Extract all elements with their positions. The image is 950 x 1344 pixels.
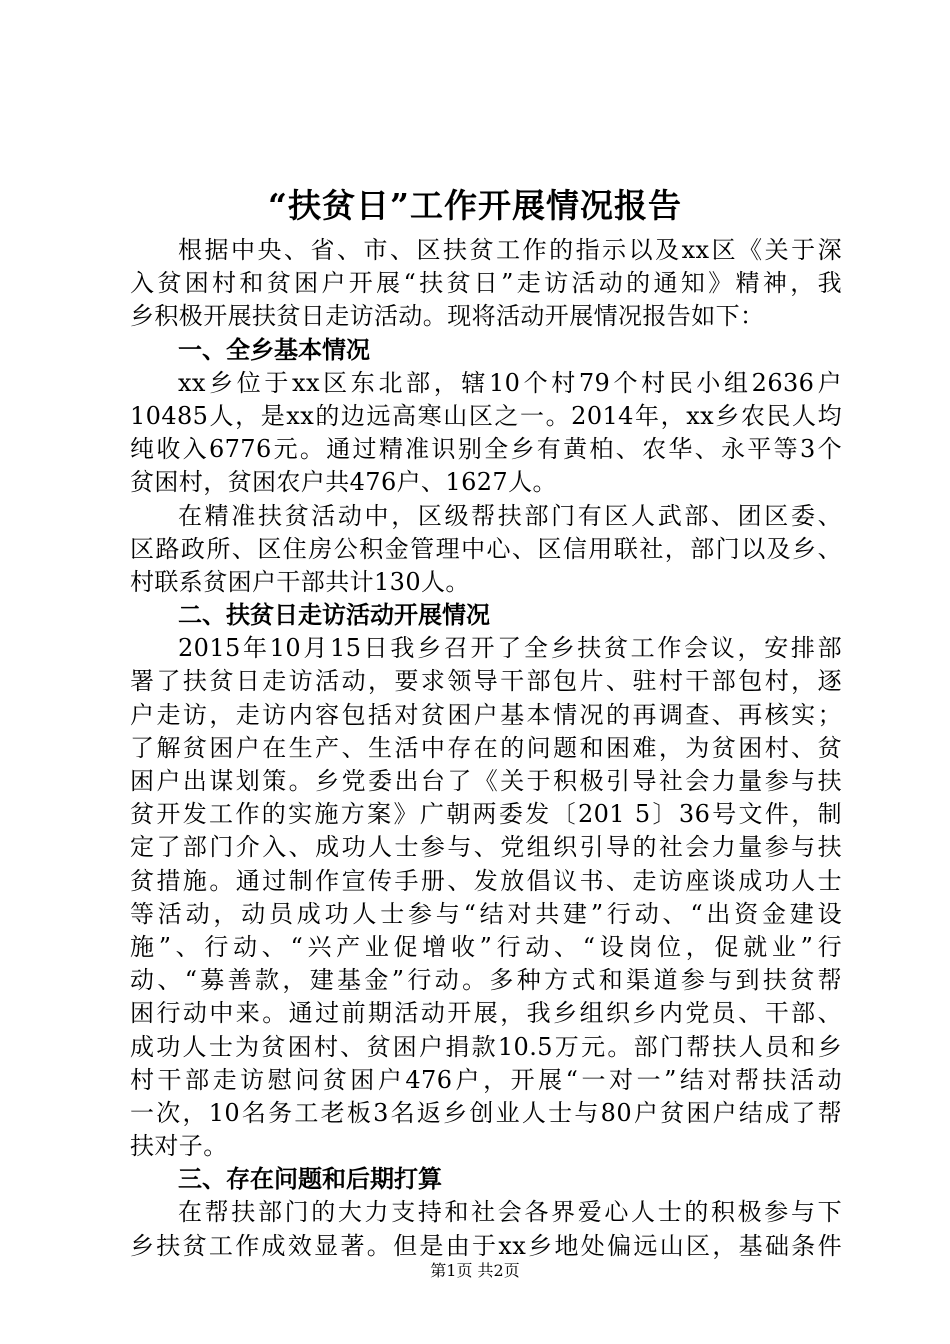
document-title: “扶贫日”工作开展情况报告 [268,186,682,225]
section-heading: 一、全乡基本情况 [178,335,370,364]
paragraph-line: 乡扶贫工作成效显著。但是由于xx乡地处偏远山区，基础条件 [130,1231,842,1260]
paragraph-line: 入贫困村和贫困户开展“扶贫日”走访活动的通知》精神，我 [130,269,842,298]
paragraph-line: 在帮扶部门的大力支持和社会各界爱心人士的积极参与下 [178,1198,842,1227]
paragraph-line: 贫困村，贫困农户共476户、1627人。 [130,468,557,497]
paragraph-line: 2015年10月15日我乡召开了全乡扶贫工作会议，安排部 [178,634,842,663]
paragraph-line: 成功人士为贫困村、贫困户捐款10.5万元。部门帮扶人员和乡 [130,1032,842,1061]
paragraph-line: 定了部门介入、成功人士参与、党组织引导的社会力量参与扶 [130,833,842,862]
paragraph-line: 在精准扶贫活动中，区级帮扶部门有区人武部、团区委、 [178,501,842,530]
paragraph-line: 了解贫困户在生产、生活中存在的问题和困难，为贫困村、贫 [130,733,842,762]
section-heading: 二、扶贫日走访活动开展情况 [178,601,490,630]
document-body [130,234,842,1263]
paragraph-line: 根据中央、省、市、区扶贫工作的指示以及xx区《关于深 [178,236,842,264]
paragraph-line: 动、“募善款，建基金”行动。多种方式和渠道参与到扶贫帮 [130,966,842,995]
paragraph-line: 贫措施。通过制作宣传手册、发放倡议书、走访座谈成功人士 [130,866,842,895]
paragraph-line: 乡积极开展扶贫日走访活动。现将活动开展情况报告如下： [130,302,765,331]
paragraph-line: xx乡位于xx区东北部，辖10个村79个村民小组2636户 [178,368,842,397]
paragraph-line: 村干部走访慰问贫困户476户，开展“一对一”结对帮扶活动 [130,1065,842,1094]
paragraph-line: 署了扶贫日走访活动，要求领导干部包片、驻村干部包村，逐 [130,667,842,696]
paragraph-line: 户走访，走访内容包括对贫困户基本情况的再调查、再核实； [130,700,842,729]
paragraph-line: 区路政所、区住房公积金管理中心、区信用联社，部门以及乡、 [130,534,842,563]
paragraph-line: 贫开发工作的实施方案》广朝两委发〔201 5〕36号文件，制 [130,800,842,829]
paragraph-line: 扶对子。 [130,1132,228,1161]
paragraph-line: 施”、行动、“兴产业促增收”行动、“设岗位，促就业”行 [130,932,842,961]
page-footer: 第1页 共2页 [430,1261,520,1280]
paragraph-line: 村联系贫困户干部共计130人。 [130,567,470,596]
paragraph-line: 纯收入6776元。通过精准识别全乡有黄柏、农华、永平等3个 [130,435,842,464]
paragraph-line: 一次，10名务工老板3名返乡创业人士与80户贫困户结成了帮 [130,1098,842,1127]
paragraph-line: 等活动，动员成功人士参与“结对共建”行动、“出资金建设 [130,899,842,928]
paragraph-line: 困行动中来。通过前期活动开展，我乡组织乡内党员、干部、 [130,999,842,1028]
paragraph-line: 困户出谋划策。乡党委出台了《关于积极引导社会力量参与扶 [130,767,842,795]
section-heading: 三、存在问题和后期打算 [178,1165,442,1194]
paragraph-line: 10485人，是xx的边远高寒山区之一。2014年，xx乡农民人均 [130,401,842,430]
